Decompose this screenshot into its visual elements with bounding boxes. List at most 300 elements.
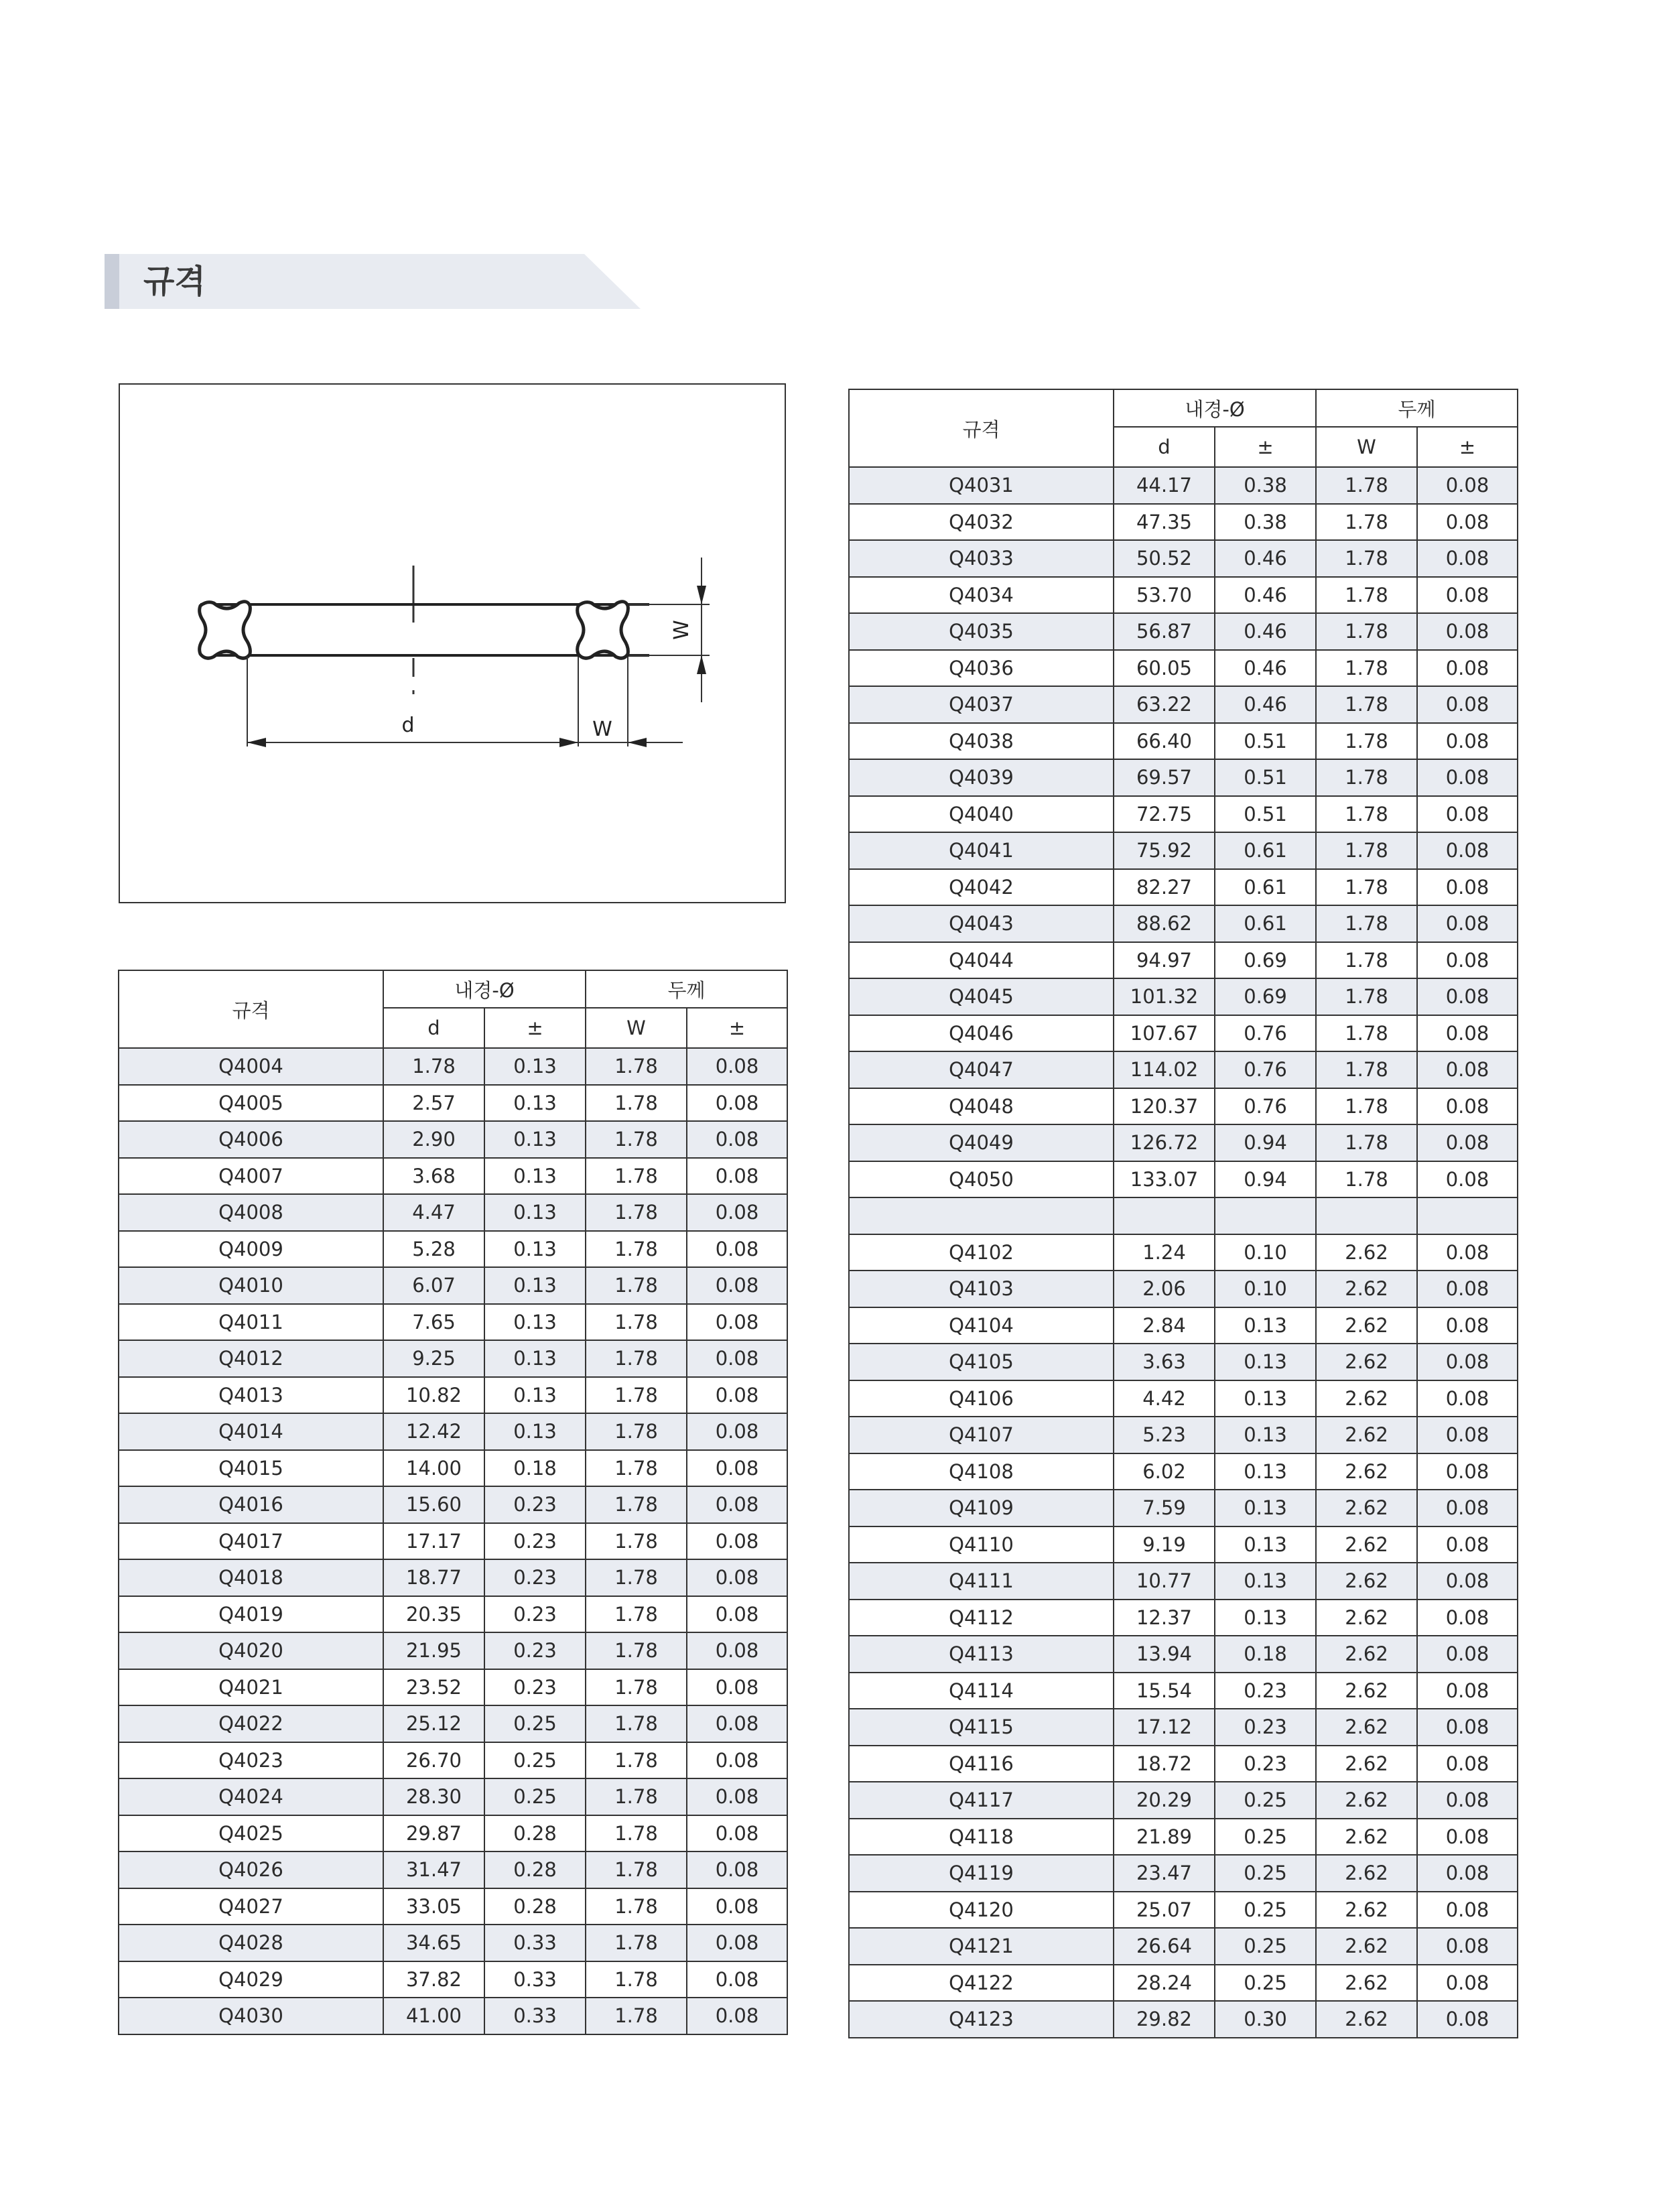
header-tolerance-w: ± <box>687 1008 787 1048</box>
cell-w: 1.78 <box>1316 504 1417 541</box>
cell-tolerance-w: 0.08 <box>687 1815 787 1852</box>
cell-w: 1.78 <box>586 1778 687 1815</box>
cell-tolerance-w: 0.08 <box>1417 832 1518 869</box>
cell-spec: Q4008 <box>119 1194 383 1231</box>
cell-d: 13.94 <box>1114 1636 1215 1673</box>
cell-spec: Q4042 <box>849 869 1114 906</box>
table-row <box>119 1669 787 1706</box>
table-row <box>849 796 1518 833</box>
cell-d: 9.19 <box>1114 1526 1215 1563</box>
cell-tolerance-d: 0.25 <box>1215 1855 1316 1892</box>
cell-d: 44.17 <box>1114 467 1215 504</box>
cell-spec: Q4007 <box>119 1158 383 1195</box>
table-row <box>119 1705 787 1742</box>
x-ring-profile-left <box>200 602 251 659</box>
cell-tolerance-d: 0.46 <box>1215 577 1316 614</box>
table-row <box>849 1051 1518 1088</box>
cell-tolerance-d: 0.13 <box>1215 1453 1316 1490</box>
cell-tolerance-w: 0.08 <box>687 1194 787 1231</box>
cell-d: 14.00 <box>383 1450 484 1487</box>
cell-d: 21.89 <box>1114 1819 1215 1856</box>
cell-d: 7.65 <box>383 1304 484 1341</box>
cell-tolerance-w: 0.08 <box>1417 1563 1518 1600</box>
cell-tolerance-w: 0.08 <box>687 1523 787 1560</box>
cell-w: 1.78 <box>586 1340 687 1377</box>
oring-cross-section-diagram <box>119 383 786 903</box>
cell-spec: Q4109 <box>849 1490 1114 1526</box>
cell-tolerance-w: 0.08 <box>1417 1453 1518 1490</box>
cell-tolerance-d: 0.23 <box>484 1596 586 1633</box>
cell-tolerance-w: 0.08 <box>687 1340 787 1377</box>
cell-tolerance-d: 0.23 <box>484 1523 586 1560</box>
cell-spec: Q4048 <box>849 1088 1114 1125</box>
cell-w: 1.78 <box>586 1413 687 1450</box>
header-thickness: 두께 <box>586 970 787 1008</box>
cell-w: 1.78 <box>586 1742 687 1779</box>
cell-w: 1.78 <box>1316 686 1417 723</box>
cell-spec: Q4019 <box>119 1596 383 1633</box>
table-row <box>849 1965 1518 2002</box>
cell-d: 69.57 <box>1114 759 1215 796</box>
cell-tolerance-w: 0.08 <box>1417 869 1518 906</box>
cell-tolerance-w: 0.08 <box>687 1231 787 1268</box>
cell-tolerance-w: 0.08 <box>1417 1051 1518 1088</box>
table-row <box>849 1344 1518 1380</box>
cell-spec: Q4045 <box>849 978 1114 1015</box>
cell-w: 1.78 <box>586 1377 687 1414</box>
table-row <box>119 1486 787 1523</box>
cell-d: 107.67 <box>1114 1015 1215 1052</box>
table-row <box>849 504 1518 541</box>
cell-tolerance-d: 0.46 <box>1215 650 1316 687</box>
cell-spec: Q4018 <box>119 1559 383 1596</box>
cell-d: 133.07 <box>1114 1161 1215 1198</box>
cell-d: 18.77 <box>383 1559 484 1596</box>
cell-spec: Q4039 <box>849 759 1114 796</box>
cell-tolerance-d: 0.25 <box>484 1705 586 1742</box>
cell-tolerance-d: 0.13 <box>1215 1380 1316 1417</box>
cell-w: 2.62 <box>1316 2001 1417 2038</box>
table-row <box>849 1271 1518 1307</box>
table-row <box>119 1121 787 1158</box>
cell-tolerance-w: 0.08 <box>1417 1819 1518 1856</box>
cell-tolerance-w: 0.08 <box>687 1596 787 1633</box>
cell-spec: Q4106 <box>849 1380 1114 1417</box>
cell-spec: Q4102 <box>849 1234 1114 1271</box>
table-row <box>119 1413 787 1450</box>
cell-tolerance-d: 0.18 <box>484 1450 586 1487</box>
cell-d: 31.47 <box>383 1851 484 1888</box>
table-row <box>119 1450 787 1487</box>
cell-tolerance-d: 0.28 <box>484 1815 586 1852</box>
cell-d: 29.82 <box>1114 2001 1215 2038</box>
cell-spec: Q4105 <box>849 1344 1114 1380</box>
cell-w: 2.62 <box>1316 1819 1417 1856</box>
dimension-label-d: d <box>401 714 415 737</box>
table-row <box>119 1961 787 1998</box>
cell-d: 4.47 <box>383 1194 484 1231</box>
cell-tolerance-w: 0.08 <box>1417 650 1518 687</box>
cell-w: 1.78 <box>1316 759 1417 796</box>
table-row <box>119 1559 787 1596</box>
cell-tolerance-d: 0.10 <box>1215 1234 1316 1271</box>
cell-tolerance-d: 0.51 <box>1215 796 1316 833</box>
cell-tolerance-d: 0.28 <box>484 1888 586 1925</box>
cell-spec: Q4116 <box>849 1746 1114 1782</box>
table-row <box>119 1304 787 1341</box>
cell-spec: Q4046 <box>849 1015 1114 1052</box>
cell-tolerance-w: 0.08 <box>1417 1673 1518 1709</box>
cell-tolerance-w: 0.08 <box>1417 796 1518 833</box>
table-row <box>119 1340 787 1377</box>
cell-w: 1.78 <box>1316 905 1417 942</box>
cell-d: 56.87 <box>1114 613 1215 650</box>
cell-w: 1.78 <box>1316 540 1417 577</box>
cell-tolerance-d: 0.38 <box>1215 467 1316 504</box>
cell-tolerance-w: 0.08 <box>687 1267 787 1304</box>
cell-d: 2.90 <box>383 1121 484 1158</box>
cell-tolerance-w: 0.08 <box>687 1925 787 1961</box>
cell-d: 15.54 <box>1114 1673 1215 1709</box>
cell-spec <box>849 1197 1114 1234</box>
cell-w: 2.62 <box>1316 1673 1417 1709</box>
header-tolerance-d: ± <box>484 1008 586 1048</box>
cell-d: 15.60 <box>383 1486 484 1523</box>
cell-d: 7.59 <box>1114 1490 1215 1526</box>
cell-w: 2.62 <box>1316 1965 1417 2002</box>
table-row <box>119 1523 787 1560</box>
cell-tolerance-w: 0.08 <box>687 1085 787 1122</box>
cell-spec: Q4035 <box>849 613 1114 650</box>
table-row <box>119 1888 787 1925</box>
cell-tolerance-d: 0.13 <box>1215 1307 1316 1344</box>
cell-tolerance-w: 0.08 <box>687 1851 787 1888</box>
cell-tolerance-w: 0.08 <box>1417 467 1518 504</box>
cell-tolerance-w: 0.08 <box>687 1559 787 1596</box>
cell-d: 6.07 <box>383 1267 484 1304</box>
table-row <box>849 577 1518 614</box>
cell-spec: Q4006 <box>119 1121 383 1158</box>
cell-tolerance-w: 0.08 <box>1417 1709 1518 1746</box>
cell-tolerance-d: 0.23 <box>1215 1673 1316 1709</box>
cell-w: 2.62 <box>1316 1271 1417 1307</box>
cell-spec: Q4114 <box>849 1673 1114 1709</box>
dimension-label-w-side: W <box>670 620 693 640</box>
cell-tolerance-w: 0.08 <box>1417 1307 1518 1344</box>
table-row <box>119 1377 787 1414</box>
table-right-body <box>849 467 1518 2038</box>
cell-spec: Q4104 <box>849 1307 1114 1344</box>
table-row <box>849 1490 1518 1526</box>
cell-tolerance-d: 0.28 <box>484 1851 586 1888</box>
cell-w: 1.78 <box>1316 796 1417 833</box>
cell-d: 20.35 <box>383 1596 484 1633</box>
cell-w: 2.62 <box>1316 1344 1417 1380</box>
cell-tolerance-d: 0.46 <box>1215 686 1316 723</box>
cell-tolerance-d: 0.25 <box>484 1742 586 1779</box>
table-row <box>849 1600 1518 1636</box>
table-row <box>119 1742 787 1779</box>
cell-spec: Q4032 <box>849 504 1114 541</box>
cell-d: 17.12 <box>1114 1709 1215 1746</box>
cell-tolerance-d: 0.25 <box>1215 1965 1316 2002</box>
cell-tolerance-w: 0.08 <box>1417 1892 1518 1929</box>
cell-d: 88.62 <box>1114 905 1215 942</box>
table-row <box>849 1526 1518 1563</box>
table-left-body <box>119 1048 787 2034</box>
header-tolerance-w: ± <box>1417 427 1518 467</box>
cell-spec: Q4036 <box>849 650 1114 687</box>
cell-w: 1.78 <box>586 1851 687 1888</box>
cell-spec: Q4111 <box>849 1563 1114 1600</box>
cell-tolerance-w: 0.08 <box>1417 1271 1518 1307</box>
cell-w: 1.78 <box>1316 1015 1417 1052</box>
cell-d: 25.07 <box>1114 1892 1215 1929</box>
cell-w: 1.78 <box>586 1596 687 1633</box>
table-row <box>849 723 1518 760</box>
cell-w: 1.78 <box>586 1925 687 1961</box>
cell-w: 1.78 <box>586 1815 687 1852</box>
cell-w: 2.62 <box>1316 1453 1417 1490</box>
cell-spec: Q4110 <box>849 1526 1114 1563</box>
cell-d: 25.12 <box>383 1705 484 1742</box>
cell-tolerance-d: 0.69 <box>1215 978 1316 1015</box>
table-row <box>119 1596 787 1633</box>
cell-spec: Q4012 <box>119 1340 383 1377</box>
cell-d: 6.02 <box>1114 1453 1215 1490</box>
cell-tolerance-w: 0.08 <box>687 1998 787 2034</box>
cell-spec: Q4121 <box>849 1928 1114 1965</box>
cell-spec: Q4119 <box>849 1855 1114 1892</box>
cell-w: 1.78 <box>586 1121 687 1158</box>
cell-d: 66.40 <box>1114 723 1215 760</box>
cell-tolerance-d: 0.13 <box>1215 1344 1316 1380</box>
cell-d: 94.97 <box>1114 942 1215 979</box>
cell-d: 72.75 <box>1114 796 1215 833</box>
cell-w: 2.62 <box>1316 1490 1417 1526</box>
header-w: W <box>586 1008 687 1048</box>
cell-d: 53.70 <box>1114 577 1215 614</box>
cell-tolerance-d: 0.51 <box>1215 723 1316 760</box>
cell-tolerance-w: 0.08 <box>1417 905 1518 942</box>
cell-tolerance-d: 0.23 <box>484 1632 586 1669</box>
cell-spec: Q4049 <box>849 1124 1114 1161</box>
table-row <box>849 650 1518 687</box>
cell-d: 9.25 <box>383 1340 484 1377</box>
cell-d: 4.42 <box>1114 1380 1215 1417</box>
cell-tolerance-d: 0.46 <box>1215 540 1316 577</box>
cell-spec: Q4011 <box>119 1304 383 1341</box>
table-row <box>849 1928 1518 1965</box>
cell-tolerance-w: 0.08 <box>1417 1490 1518 1526</box>
table-row <box>849 1417 1518 1453</box>
cell-spec: Q4034 <box>849 577 1114 614</box>
cell-w: 2.62 <box>1316 1928 1417 1965</box>
cell-spec: Q4118 <box>849 1819 1114 1856</box>
table-row <box>849 1782 1518 1819</box>
cell-tolerance-d: 0.13 <box>484 1048 586 1085</box>
cell-spec: Q4015 <box>119 1450 383 1487</box>
cell-w: 1.78 <box>1316 613 1417 650</box>
cell-d: 23.47 <box>1114 1855 1215 1892</box>
cell-d: 5.23 <box>1114 1417 1215 1453</box>
cell-d: 41.00 <box>383 1998 484 2034</box>
cell-tolerance-d: 0.30 <box>1215 2001 1316 2038</box>
table-row <box>849 978 1518 1015</box>
cell-spec: Q4005 <box>119 1085 383 1122</box>
cell-tolerance-w: 0.08 <box>1417 1965 1518 2002</box>
cell-tolerance-d: 0.25 <box>1215 1782 1316 1819</box>
cell-tolerance-w: 0.08 <box>1417 1124 1518 1161</box>
cell-tolerance-d: 0.61 <box>1215 869 1316 906</box>
cell-d: 29.87 <box>383 1815 484 1852</box>
cell-d: 1.24 <box>1114 1234 1215 1271</box>
dimension-label-w-bottom: W <box>592 718 612 741</box>
table-row <box>849 1563 1518 1600</box>
cell-tolerance-d: 0.25 <box>1215 1892 1316 1929</box>
cell-tolerance-w: 0.08 <box>1417 686 1518 723</box>
cell-spec: Q4033 <box>849 540 1114 577</box>
cell-tolerance-w: 0.08 <box>687 1742 787 1779</box>
cell-tolerance-w: 0.08 <box>1417 1234 1518 1271</box>
cell-d: 60.05 <box>1114 650 1215 687</box>
header-thickness: 두께 <box>1316 389 1518 427</box>
cell-tolerance-w: 0.08 <box>687 1778 787 1815</box>
x-ring-profile-right <box>578 602 628 659</box>
cell-tolerance-w: 0.08 <box>1417 723 1518 760</box>
cell-w: 1.78 <box>586 1961 687 1998</box>
cell-d: 2.57 <box>383 1085 484 1122</box>
cell-w: 1.78 <box>586 1194 687 1231</box>
cell-d: 63.22 <box>1114 686 1215 723</box>
cell-tolerance-w: 0.08 <box>1417 1928 1518 1965</box>
cell-d: 10.77 <box>1114 1563 1215 1600</box>
cell-w: 1.78 <box>1316 1124 1417 1161</box>
cell-tolerance-d: 0.25 <box>1215 1819 1316 1856</box>
table-row <box>119 1851 787 1888</box>
cell-tolerance-w: 0.08 <box>1417 942 1518 979</box>
cell-w: 1.78 <box>586 1048 687 1085</box>
cell-tolerance-d: 0.61 <box>1215 905 1316 942</box>
cell-spec: Q4122 <box>849 1965 1114 2002</box>
cell-d: 101.32 <box>1114 978 1215 1015</box>
table-row <box>119 1632 787 1669</box>
table-row <box>849 1234 1518 1271</box>
cell-w: 1.78 <box>1316 650 1417 687</box>
cell-tolerance-d: 0.46 <box>1215 613 1316 650</box>
cell-spec: Q4050 <box>849 1161 1114 1198</box>
header-inner-diameter: 내경-Ø <box>1114 389 1316 427</box>
cell-d: 18.72 <box>1114 1746 1215 1782</box>
cell-spec: Q4024 <box>119 1778 383 1815</box>
cell-spec: Q4040 <box>849 796 1114 833</box>
cell-spec: Q4044 <box>849 942 1114 979</box>
cell-spec: Q4115 <box>849 1709 1114 1746</box>
table-row <box>119 1048 787 1085</box>
cell-tolerance-d: 0.13 <box>484 1377 586 1414</box>
cell-d: 17.17 <box>383 1523 484 1560</box>
cell-d: 50.52 <box>1114 540 1215 577</box>
cell-d: 37.82 <box>383 1961 484 1998</box>
cell-tolerance-d: 0.76 <box>1215 1051 1316 1088</box>
cell-d <box>1114 1197 1215 1234</box>
cell-d: 20.29 <box>1114 1782 1215 1819</box>
cell-d: 3.68 <box>383 1158 484 1195</box>
cell-tolerance-d: 0.33 <box>484 1925 586 1961</box>
cell-spec: Q4010 <box>119 1267 383 1304</box>
cell-w: 2.62 <box>1316 1526 1417 1563</box>
cell-spec: Q4103 <box>849 1271 1114 1307</box>
cell-tolerance-w: 0.08 <box>1417 1636 1518 1673</box>
cell-tolerance-w: 0.08 <box>687 1048 787 1085</box>
cell-tolerance-w: 0.08 <box>1417 759 1518 796</box>
cell-tolerance-d: 0.23 <box>484 1559 586 1596</box>
cell-tolerance-d: 0.33 <box>484 1998 586 2034</box>
cell-tolerance-w: 0.08 <box>1417 1855 1518 1892</box>
cell-tolerance-d: 0.23 <box>484 1486 586 1523</box>
cell-w: 1.78 <box>1316 577 1417 614</box>
cell-tolerance-d: 0.13 <box>484 1085 586 1122</box>
cell-d: 47.35 <box>1114 504 1215 541</box>
cell-d: 1.78 <box>383 1048 484 1085</box>
table-row <box>849 942 1518 979</box>
cell-w: 2.62 <box>1316 1892 1417 1929</box>
cell-spec: Q4120 <box>849 1892 1114 1929</box>
table-row <box>119 1925 787 1961</box>
cell-w: 1.78 <box>1316 978 1417 1015</box>
table-row <box>849 1855 1518 1892</box>
header-inner-diameter: 내경-Ø <box>383 970 586 1008</box>
cell-w: 1.78 <box>1316 723 1417 760</box>
cell-w: 1.78 <box>586 1998 687 2034</box>
cell-w: 1.78 <box>586 1085 687 1122</box>
cell-w: 2.62 <box>1316 1417 1417 1453</box>
table-row <box>849 1307 1518 1344</box>
table-row <box>849 1819 1518 1856</box>
cell-spec: Q4016 <box>119 1486 383 1523</box>
cell-w: 1.78 <box>586 1450 687 1487</box>
table-row <box>849 1380 1518 1417</box>
cell-tolerance-w: 0.08 <box>1417 540 1518 577</box>
table-row <box>119 1194 787 1231</box>
cell-d: 10.82 <box>383 1377 484 1414</box>
cell-tolerance-w: 0.08 <box>687 1121 787 1158</box>
cell-w: 1.78 <box>1316 832 1417 869</box>
table-row <box>119 1231 787 1268</box>
section-title: 규격 <box>143 263 206 300</box>
cell-w: 1.78 <box>586 1231 687 1268</box>
cell-tolerance-w: 0.08 <box>1417 978 1518 1015</box>
cell-d: 120.37 <box>1114 1088 1215 1125</box>
header-d: d <box>383 1008 484 1048</box>
cell-tolerance-w: 0.08 <box>687 1486 787 1523</box>
cell-tolerance-w: 0.08 <box>1417 1526 1518 1563</box>
cell-tolerance-w <box>1417 1197 1518 1234</box>
cell-w: 1.78 <box>586 1632 687 1669</box>
header-spec: 규격 <box>849 389 1114 467</box>
cell-d: 23.52 <box>383 1669 484 1706</box>
cell-d: 82.27 <box>1114 869 1215 906</box>
section-banner <box>105 254 641 309</box>
cell-w: 1.78 <box>1316 869 1417 906</box>
cell-w: 1.78 <box>586 1705 687 1742</box>
cell-tolerance-w: 0.08 <box>687 1450 787 1487</box>
cell-tolerance-w: 0.08 <box>687 1413 787 1450</box>
cell-w: 2.62 <box>1316 1855 1417 1892</box>
cell-d: 114.02 <box>1114 1051 1215 1088</box>
cell-w: 1.78 <box>586 1669 687 1706</box>
cell-spec: Q4043 <box>849 905 1114 942</box>
